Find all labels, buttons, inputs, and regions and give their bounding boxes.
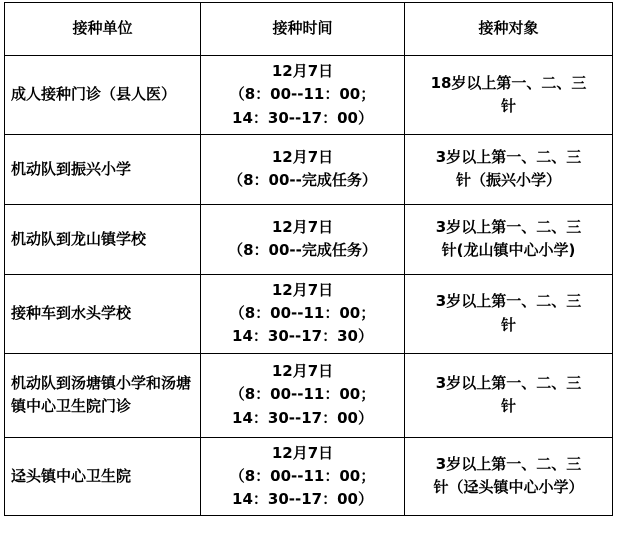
target-line: 针(龙山镇中心小学) <box>441 241 576 260</box>
cell-unit: 迳头镇中心卫生院 <box>5 437 201 516</box>
table-body <box>5 56 613 516</box>
target-line: 18岁以上第一、二、三 <box>430 73 587 92</box>
vaccination-schedule-table <box>4 2 613 516</box>
target-line: 3岁以上第一、二、三 <box>435 373 582 392</box>
time-line: 14：30--17：00） <box>232 408 373 427</box>
cell-time <box>201 134 405 204</box>
cell-time <box>201 56 405 135</box>
table-row <box>5 274 613 353</box>
column-header-time: 接种时间 <box>201 3 405 56</box>
target-line: 3岁以上第一、二、三 <box>435 292 582 311</box>
time-line: 12月7日 <box>271 280 334 299</box>
time-line: 12月7日 <box>271 443 334 462</box>
table-header-row <box>5 3 613 56</box>
cell-unit: 机动队到汤塘镇小学和汤塘镇中心卫生院门诊 <box>5 353 201 437</box>
time-line: 12月7日 <box>271 148 334 166</box>
cell-target <box>405 56 613 135</box>
target-line: 针（振兴小学） <box>455 171 561 190</box>
cell-time <box>201 274 405 353</box>
cell-target <box>405 437 613 516</box>
cell-unit: 成人接种门诊（县人医） <box>5 56 201 135</box>
cell-time <box>201 353 405 437</box>
table-row <box>5 134 613 204</box>
cell-time <box>201 204 405 274</box>
table-row <box>5 56 613 135</box>
time-line: 12月7日 <box>271 362 334 381</box>
cell-target <box>405 134 613 204</box>
time-line: （8：00--11：00； <box>229 304 376 322</box>
time-line: 14：30--17：00） <box>232 108 373 127</box>
time-line: 12月7日 <box>271 218 334 236</box>
target-line: 3岁以上第一、二、三 <box>435 218 582 236</box>
time-line: （8：00--完成任务） <box>228 241 377 260</box>
cell-unit: 接种车到水头学校 <box>5 274 201 353</box>
cell-time <box>201 437 405 516</box>
target-line: 3岁以上第一、二、三 <box>435 148 582 166</box>
time-line: 14：30--17：30） <box>232 327 373 346</box>
cell-unit: 机动队到龙山镇学校 <box>5 204 201 274</box>
target-line: 针 <box>500 96 516 115</box>
table-row <box>5 353 613 437</box>
time-line: 14：30--17：00） <box>232 490 373 508</box>
cell-target <box>405 204 613 274</box>
target-line: 针 <box>500 397 516 415</box>
time-line: （8：00--11：00； <box>229 85 376 104</box>
time-line: （8：00--完成任务） <box>228 171 377 190</box>
column-header-target: 接种对象 <box>405 3 613 56</box>
column-header-unit: 接种单位 <box>5 3 201 56</box>
time-line: （8：00--11：00； <box>229 385 376 404</box>
cell-target <box>405 353 613 437</box>
time-line: （8：00--11：00； <box>229 466 376 485</box>
table-row <box>5 437 613 516</box>
cell-target <box>405 274 613 353</box>
cell-unit: 机动队到振兴小学 <box>5 134 201 204</box>
table-header <box>5 3 613 56</box>
target-line: 针（迳头镇中心小学） <box>433 478 584 497</box>
table-row <box>5 204 613 274</box>
target-line: 针 <box>500 315 516 334</box>
target-line: 3岁以上第一、二、三 <box>435 455 582 474</box>
time-line: 12月7日 <box>271 62 334 80</box>
